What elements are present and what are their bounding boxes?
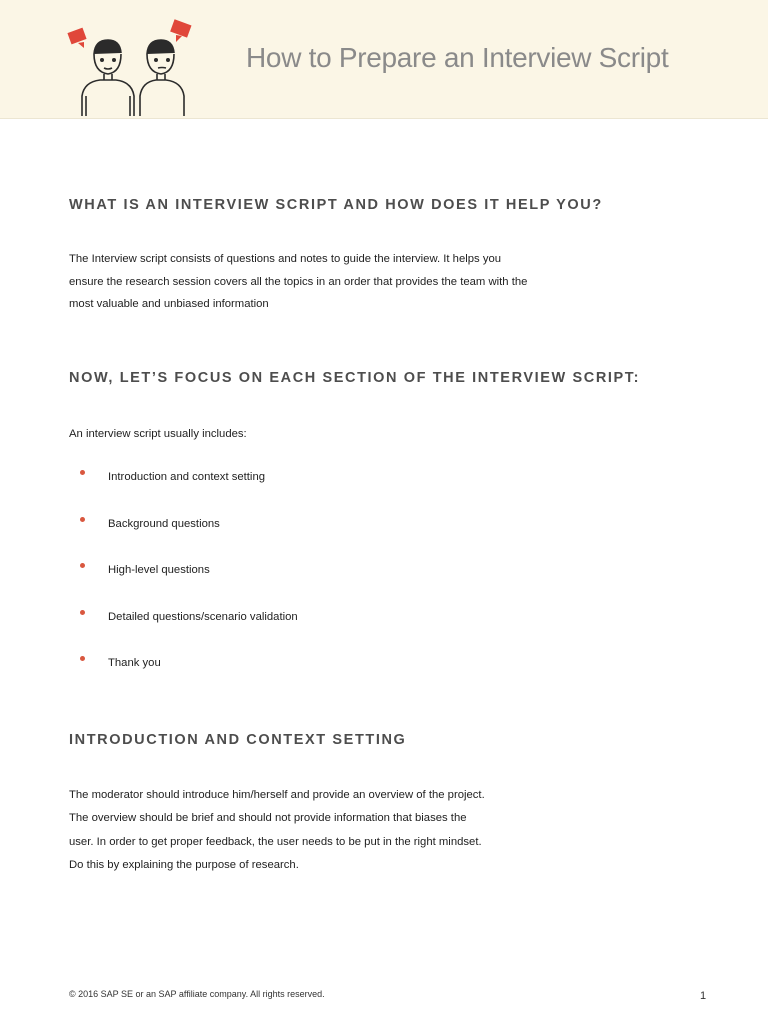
section-heading-what-is: WHAT IS AN INTERVIEW SCRIPT AND HOW DOES IT HELP YOU?	[69, 197, 603, 213]
list-item: Thank you	[108, 657, 161, 669]
paragraph-line: ensure the research session covers all the topics in an order that provides the team with the	[69, 276, 528, 288]
paragraph-line: The moderator should introduce him/herself and provide an overview of the project.	[69, 789, 485, 801]
person-left-icon	[82, 40, 134, 116]
page-number: 1	[700, 990, 707, 1002]
two-people-talking-icon	[64, 16, 200, 120]
person-right-icon	[140, 40, 184, 116]
bullet-dot-icon	[80, 656, 85, 661]
list-item: Background questions	[108, 518, 220, 530]
section-heading-focus: NOW, LET’S FOCUS ON EACH SECTION OF THE INTERVIEW SCRIPT:	[69, 370, 641, 386]
section-heading-introduction: INTRODUCTION AND CONTEXT SETTING	[69, 732, 407, 748]
bullet-dot-icon	[80, 563, 85, 568]
speech-bubble-left-icon	[67, 28, 86, 48]
bullet-dot-icon	[80, 517, 85, 522]
paragraph-line: Do this by explaining the purpose of research.	[69, 859, 299, 871]
list-item: Detailed questions/scenario validation	[108, 611, 298, 623]
list-item: Introduction and context setting	[108, 471, 266, 483]
paragraph-line: most valuable and unbiased information	[69, 298, 269, 310]
paragraph-line: The overview should be brief and should not provide information that biases the	[69, 812, 467, 824]
paragraph-line: user. In order to get proper feedback, the user needs to be put in the right mindset.	[69, 836, 482, 848]
bullet-dot-icon	[80, 610, 85, 615]
copyright-notice: © 2016 SAP SE or an SAP affiliate company. All rights reserved.	[69, 989, 325, 999]
document-title: How to Prepare an Interview Script	[246, 42, 669, 73]
bullet-list-lead: An interview script usually includes:	[69, 428, 247, 440]
list-item: High-level questions	[108, 564, 210, 576]
bullet-dot-icon	[80, 470, 85, 475]
speech-bubble-right-icon	[170, 19, 191, 42]
paragraph-line: The Interview script consists of questions and notes to guide the interview. It helps you	[69, 253, 502, 265]
